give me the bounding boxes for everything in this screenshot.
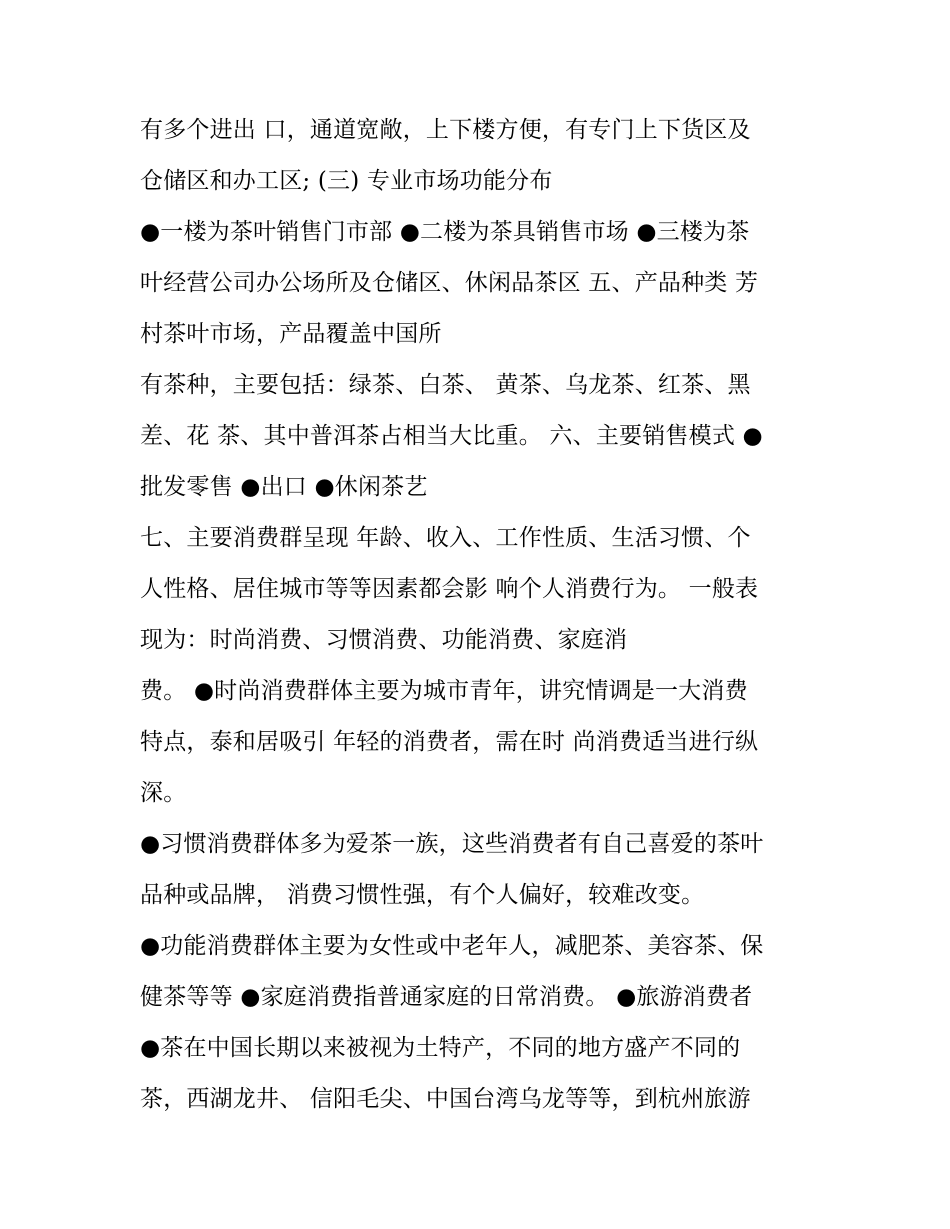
text-line: 健茶等等 ●家庭消费指普通家庭的日常消费。 ●旅游消费者: [140, 984, 753, 1010]
text-line: 深。: [140, 780, 187, 806]
text-line: 仓储区和办工区; (三) 专业市场功能分布: [140, 168, 553, 194]
text-line: 特点，泰和居吸引 年轻的消费者，需在时 尚消费适当进行纵: [140, 729, 759, 755]
text-line: 七、主要消费群呈现 年龄、收入、工作性质、生活习惯、个: [140, 525, 751, 551]
text-line: 有茶种，主要包括：绿茶、白茶、 黄茶、乌龙茶、红茶、黑: [140, 372, 751, 398]
text-line: 茶，西湖龙井、 信阳毛尖、中国台湾乌龙等等，到杭州旅游: [140, 1086, 751, 1112]
text-line: ●一楼为茶叶销售门市部 ●二楼为茶具销售市场 ●三楼为茶: [140, 219, 750, 245]
text-line: 人性格、居住城市等等因素都会影 响个人消费行为。 一般表: [140, 576, 759, 602]
text-line: 有多个进出 口，通道宽敞，上下楼方便，有专门上下货区及: [140, 117, 751, 143]
document-body: [140, 105, 820, 1125]
text-line: 批发零售 ●出口 ●休闲茶艺: [140, 474, 428, 500]
text-line: 品种或品牌， 消费习惯性强，有个人偏好，较难改变。: [140, 882, 705, 908]
text-line: 费。 ●时尚消费群体主要为城市青年，讲究情调是一大消费: [140, 678, 748, 704]
text-line: 村茶叶市场，产品覆盖中国所: [140, 321, 442, 347]
text-line: ●功能消费群体主要为女性或中老年人，减肥茶、美容茶、保: [140, 933, 764, 959]
text-line: ●茶在中国长期以来被视为土特产，不同的地方盛产不同的: [140, 1035, 741, 1061]
text-line: 现为：时尚消费、习惯消费、功能消费、家庭消: [140, 627, 628, 653]
text-line: ●习惯消费群体多为爱茶一族，这些消费者有自己喜爱的茶叶: [140, 831, 764, 857]
text-line: 叶经营公司办公场所及仓储区、休闲品茶区 五、产品种类 芳: [140, 270, 759, 296]
text-line: 差、花 茶、其中普洱茶占相当大比重。 六、主要销售模式 ●: [140, 423, 763, 449]
